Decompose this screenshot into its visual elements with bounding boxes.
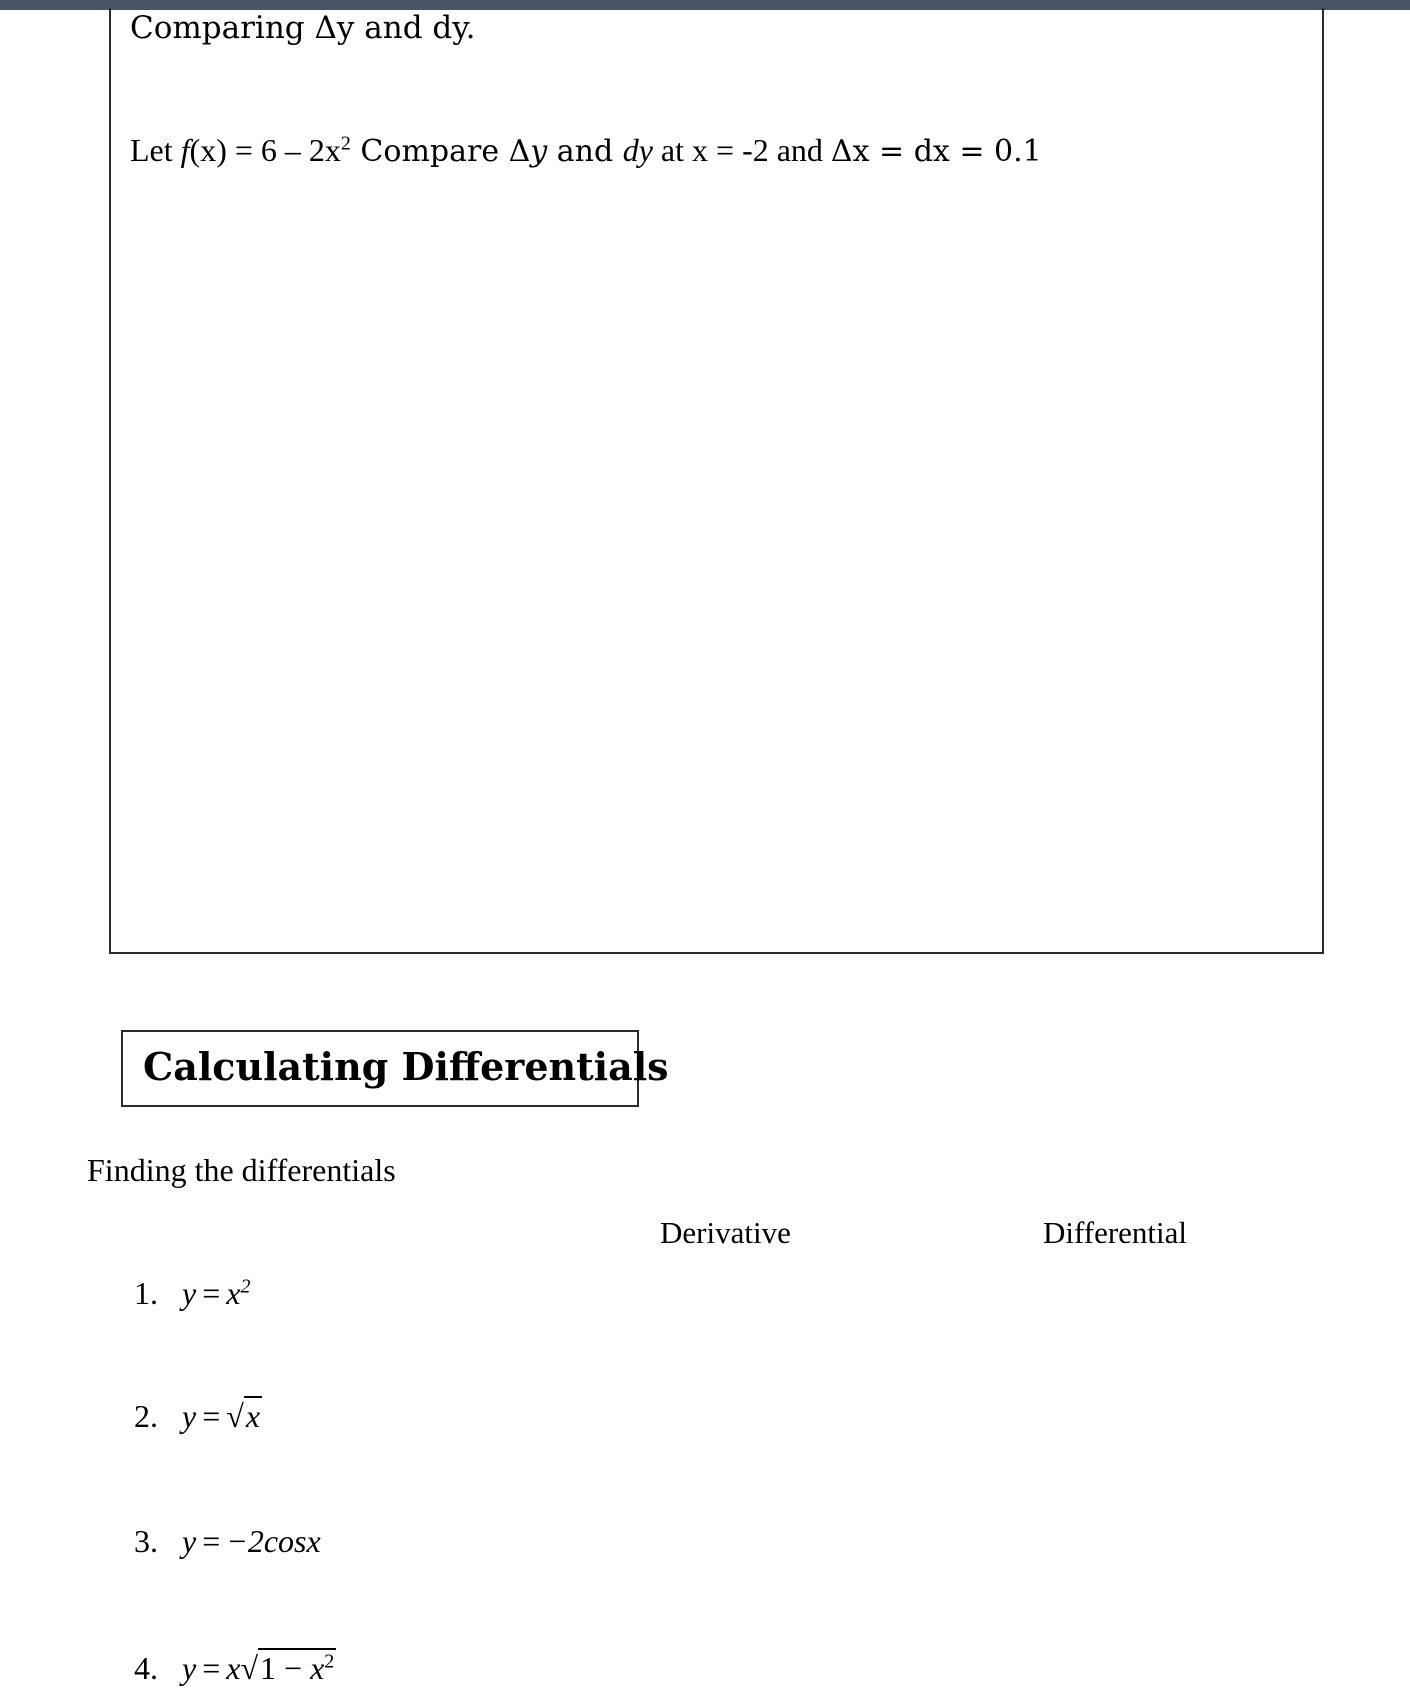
exponent: 2 — [240, 1275, 251, 1298]
section-title-box — [121, 1030, 669, 1107]
equals: = — [202, 1275, 221, 1311]
radicand-minus: − — [276, 1650, 311, 1686]
equals: = — [202, 1398, 221, 1434]
lhs: y — [182, 1275, 197, 1311]
differential-column-header: Differential — [1043, 1215, 1188, 1250]
function-name: f — [180, 132, 190, 168]
problem-4 — [134, 1650, 336, 1687]
dy-text: dy — [622, 132, 653, 168]
radical-icon: √ — [240, 1650, 259, 1686]
problem-number: 4. — [134, 1650, 158, 1686]
function-exponent: 2 — [340, 132, 351, 155]
radicand-number: 1 — [260, 1650, 277, 1686]
let-text: Let — [130, 132, 181, 168]
problem-heading: Comparing Δy and dy. — [130, 10, 476, 46]
rhs-prefix: x — [226, 1650, 241, 1686]
radicand-var: x — [310, 1650, 325, 1686]
rhs: −2cosx — [226, 1523, 321, 1559]
problem-number: 1. — [134, 1275, 158, 1311]
delta-x-text: Δx = dx = 0.1 — [830, 134, 1042, 169]
radical-icon: √ — [226, 1398, 244, 1434]
problem-1 — [134, 1275, 250, 1312]
problem-number: 2. — [134, 1398, 158, 1434]
at-text: at x = -2 and — [652, 132, 831, 168]
problem-statement — [130, 132, 1042, 169]
radicand — [258, 1648, 336, 1686]
delta-y-var: y — [530, 134, 548, 169]
compare-text: Compare Δ — [350, 134, 531, 169]
section-title: Calculating Differentials — [143, 1044, 669, 1089]
radicand: x — [245, 1398, 261, 1434]
problem-3 — [134, 1523, 321, 1560]
lhs: y — [182, 1650, 197, 1686]
subheading: Finding the differentials — [87, 1152, 396, 1188]
rhs: x — [226, 1275, 241, 1311]
problem-2 — [134, 1398, 262, 1435]
radicand-exponent: 2 — [324, 1650, 335, 1673]
equals: = — [202, 1523, 221, 1559]
problem-number: 3. — [134, 1523, 158, 1559]
lhs: y — [182, 1398, 197, 1434]
function-definition: (x) = 6 – 2x — [189, 132, 341, 168]
equals: = — [202, 1650, 221, 1686]
and-text: and — [547, 134, 623, 169]
derivative-column-header: Derivative — [660, 1215, 791, 1250]
lhs: y — [182, 1523, 197, 1559]
